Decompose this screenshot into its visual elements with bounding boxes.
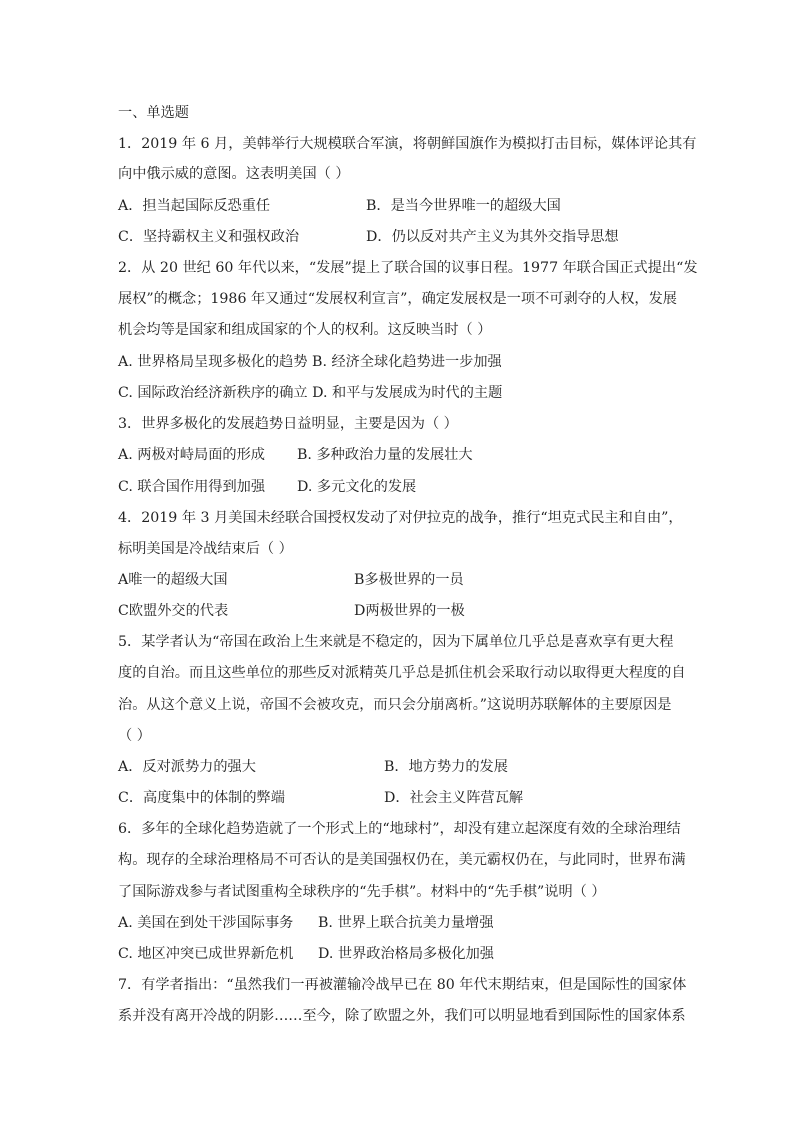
- question-6-stem-line-2: 构。现存的全球治理格局不可否认的是美国强权仍在，美元霸权仍在，与此同时，世界布满: [118, 852, 686, 868]
- question-5-option-c: C．高度集中的体制的弊端: [118, 790, 285, 806]
- question-5-option-a: A．反对派势力的强大: [118, 759, 256, 775]
- question-5-option-b: B．地方势力的发展: [384, 759, 508, 775]
- section-title: 一、单选题: [118, 105, 189, 121]
- question-3-option-b: B. 多种政治力量的发展壮大: [297, 447, 473, 463]
- question-3-option-a: A. 两极对峙局面的形成: [118, 447, 265, 463]
- question-1-option-d: D．仍以反对共产主义为其外交指导思想: [366, 229, 619, 245]
- question-2-stem-line-1: 2．从 20 世纪 60 年代以来，“发展”提上了联合国的议事日程。1977 年联合国正式提出“发: [118, 260, 698, 276]
- question-7-stem-line-2: 系并没有离开冷战的阴影……至今，除了欧盟之外，我们可以明显地看到国际性的国家体系: [118, 1008, 686, 1024]
- question-1-option-a: A．担当起国际反恐重任: [118, 198, 271, 214]
- question-2-stem-line-3: 机会均等是国家和组成国家的个人的权利。这反映当时（ ）: [118, 322, 492, 338]
- question-1-stem-line-1: 1．2019 年 6 月，美韩举行大规模联合军演，将朝鲜国旗作为模拟打击目标，媒体评论其有: [118, 136, 697, 152]
- question-4-option-d: D两极世界的一极: [354, 603, 465, 619]
- question-2-option-ab: A. 世界格局呈现多极化的趋势 B. 经济全球化趋势进一步加强: [118, 354, 502, 370]
- question-4-stem-line-1: 4．2019 年 3 月美国未经联合国授权发动了对伊拉克的战争，推行“坦克式民主和自由”，: [118, 510, 683, 526]
- question-5-stem-line-3: 治。从这个意义上说，帝国不会被攻克，而只会分崩离析。”这说明苏联解体的主要原因是: [118, 697, 672, 713]
- question-6-option-d: D. 世界政治格局多极化加强: [318, 946, 494, 962]
- question-4-option-c: C欧盟外交的代表: [118, 603, 229, 619]
- question-5-option-d: D．社会主义阵营瓦解: [384, 790, 524, 806]
- question-1-option-b: B．是当今世界唯一的超级大国: [366, 198, 561, 214]
- question-3-stem: 3．世界多极化的发展趋势日益明显，主要是因为（ ）: [118, 416, 458, 432]
- question-2-stem-line-2: 展权”的概念；1986 年又通过“发展权利宣言”，确定发展权是一项不可剥夺的人权，发展: [118, 291, 677, 307]
- question-5-stem-line-2: 度的自治。而且这些单位的那些反对派精英几乎总是抓住机会采取行动以取得更大程度的自: [118, 665, 686, 681]
- question-5-stem-line-4: （ ）: [118, 728, 151, 744]
- question-7-stem-line-1: 7．有学者指出：“虽然我们一再被灌输冷战早已在 80 年代末期结束，但是国际性的国家体: [118, 977, 687, 993]
- question-4-option-b: B多极世界的一员: [354, 572, 464, 588]
- question-1-option-c: C．坚持霸权主义和强权政治: [118, 229, 300, 245]
- question-5-stem-line-1: 5．某学者认为“帝国在政治上生来就是不稳定的，因为下属单位几乎总是喜欢享有更大程: [118, 634, 674, 650]
- question-1-stem-line-2: 向中俄示威的意图。这表明美国（ ）: [118, 166, 350, 182]
- question-6-option-a: A. 美国在到处干涉国际事务: [118, 915, 294, 931]
- question-3-option-d: D. 多元文化的发展: [297, 479, 417, 495]
- question-6-stem-line-1: 6．多年的全球化趋势造就了一个形式上的“地球村”，却没有建立起深度有效的全球治理结: [118, 821, 681, 837]
- question-3-option-c: C. 联合国作用得到加强: [118, 479, 266, 495]
- question-6-stem-line-3: 了国际游戏参与者试图重构全球秩序的“先手棋”。材料中的“先手棋”说明（ ）: [118, 884, 606, 900]
- question-2-option-cd: C. 国际政治经济新秩序的确立 D. 和平与发展成为时代的主题: [118, 385, 503, 401]
- question-6-option-c: C. 地区冲突已成世界新危机: [118, 946, 294, 962]
- question-6-option-b: B. 世界上联合抗美力量增强: [318, 915, 494, 931]
- question-4-option-a: A唯一的超级大国: [118, 572, 228, 588]
- question-4-stem-line-2: 标明美国是冷战结束后（ ）: [118, 541, 293, 557]
